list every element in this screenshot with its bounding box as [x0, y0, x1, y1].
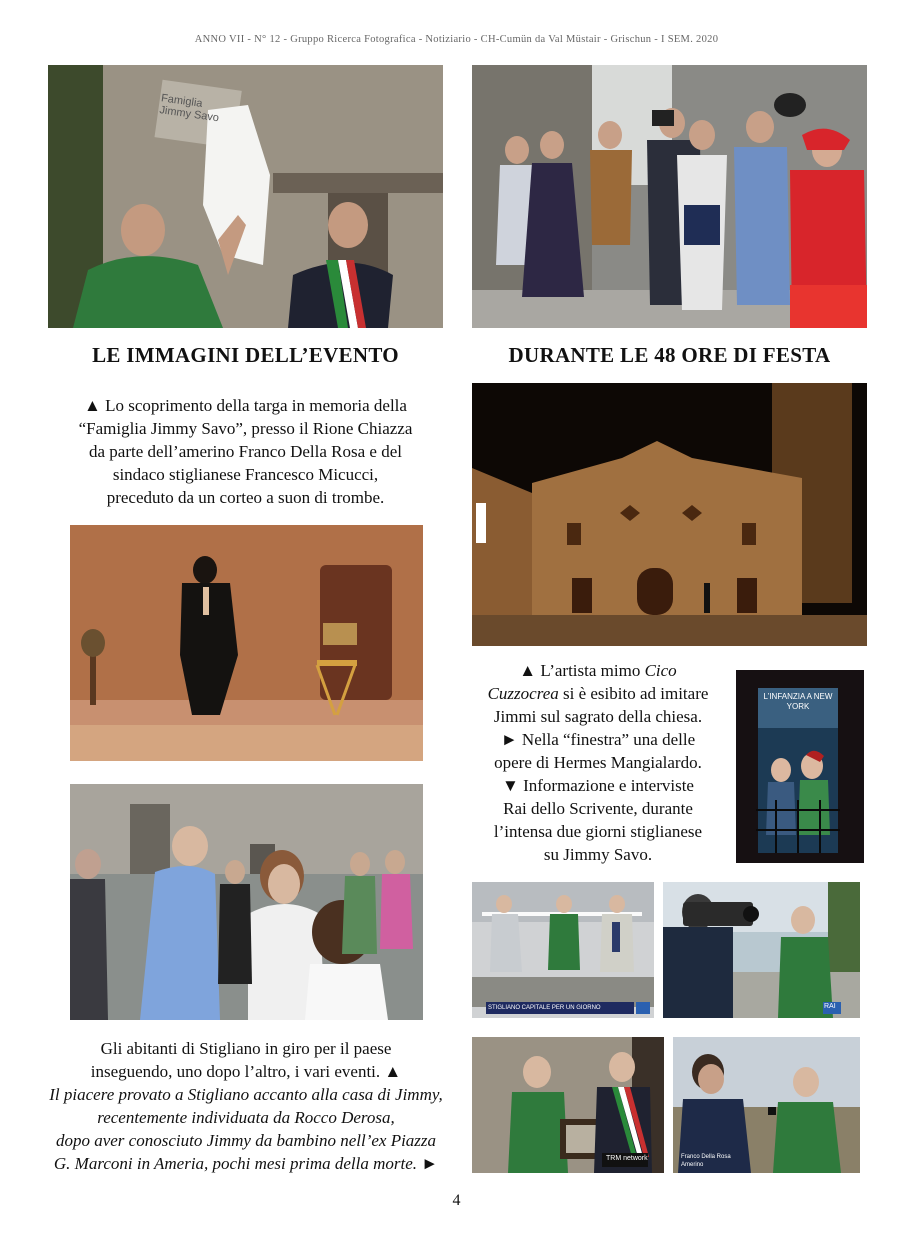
photo-window-artwork [736, 670, 864, 863]
caption-text: si è esibito ad imitare [558, 684, 709, 703]
caption-line [38, 1152, 454, 1175]
caption-text: ▲ L’artista mimo [519, 661, 645, 680]
caption-italic-text: G. Marconi in Ameria, pochi mesi prima della morte. ► [53, 1154, 439, 1173]
caption-italic-text: Il piacere provato a Stigliano accanto alla casa di Jimmy, [49, 1085, 443, 1104]
photo-plaque-unveiling [48, 65, 443, 328]
caption-line: Rai dello Scrivente, durante [503, 799, 693, 818]
tv-channel-logo: RAI [824, 1003, 836, 1010]
photo-tv-interview-seated [472, 882, 654, 1018]
crowd-applauding-illustration [472, 65, 867, 328]
plaque-sign-text: Famiglia Jimmy Savo [158, 92, 220, 125]
caption-italic-text: recentemente individuata da Rocco Derosa, [97, 1108, 395, 1127]
tv-banner-text: STIGLIANO CAPITALE PER UN GIORNO [488, 1005, 601, 1011]
tv-interview-seated-illustration [472, 882, 654, 1018]
interview-role-caption: Amerino [681, 1162, 704, 1168]
caption-line: Gli abitanti di Stigliano in giro per il paese [100, 1039, 392, 1058]
title-right: DURANTE LE 48 ORE DI FESTA [508, 343, 831, 367]
caption-line: sindaco stiglianese Francesco Micucci, [112, 465, 379, 484]
page-number: 4 [452, 1192, 461, 1209]
caption-line [472, 682, 724, 705]
caption-line: preceduto da un corteo a suon di trombe. [106, 488, 385, 507]
newsletter-header: ANNO VII - N° 12 - Gruppo Ricerca Fotografica - Notiziario - CH-Cumün da Val Müstair - Grischun - I SEM. 2020 [194, 34, 719, 45]
caption-line: Jimmi sul sagrato della chiesa. [493, 707, 703, 726]
caption-line [38, 1129, 454, 1152]
photo-tv-camera-interview [663, 882, 860, 1018]
caption-line: inseguendo, uno dopo l’altro, i vari eventi. ▲ [90, 1062, 402, 1081]
trm-interview-illustration [472, 1037, 664, 1173]
caption-mime [472, 659, 724, 866]
della-rosa-interview-illustration [673, 1037, 860, 1173]
caption-line: ► Nella “finestra” una delle [500, 730, 696, 749]
caption-artist-name: Cico [644, 661, 677, 680]
caption-line: “Famiglia Jimmy Savo”, presso il Rione Chiazza [78, 419, 413, 438]
caption-line [38, 1106, 454, 1129]
caption-line: da parte dell’amerino Franco Della Rosa e del [89, 442, 402, 461]
mime-stage-illustration [70, 525, 423, 761]
caption-bottom [38, 1037, 454, 1175]
church-night-illustration [472, 383, 867, 646]
caption-line [38, 1083, 454, 1106]
title-left: LE IMMAGINI DELL’EVENTO [92, 343, 399, 367]
photo-trm-interview [472, 1037, 664, 1173]
crowd-walking-illustration [70, 784, 423, 1020]
caption-italic-text: dopo aver conosciuto Jimmy da bambino nell’ex Piazza [55, 1131, 437, 1150]
interview-name-caption: Franco Della Rosa [681, 1154, 731, 1160]
photo-mime-stage [70, 525, 423, 761]
photo-crowd-applauding [472, 65, 867, 328]
caption-plaque-unveiling [48, 394, 443, 509]
caption-line: l’intensa due giorni stiglianese [493, 822, 703, 841]
caption-artist-surname: Cuzzocrea [487, 684, 559, 703]
caption-line: ▼ Informazione e interviste [502, 776, 694, 795]
photo-crowd-walking [70, 784, 423, 1020]
trm-logo-text: TRM network [606, 1155, 648, 1162]
caption-line [472, 659, 724, 682]
window-art-title: L’INFANZIA A NEW YORK [763, 692, 833, 711]
photo-della-rosa-interview [673, 1037, 860, 1173]
tv-camera-interview-illustration [663, 882, 860, 1018]
caption-line: opere di Hermes Mangialardo. [494, 753, 702, 772]
caption-line: ▲ Lo scoprimento della targa in memoria della [84, 396, 407, 415]
caption-line: su Jimmy Savo. [543, 845, 653, 864]
photo-church-night [472, 383, 867, 646]
plaque-unveiling-illustration [48, 65, 443, 328]
